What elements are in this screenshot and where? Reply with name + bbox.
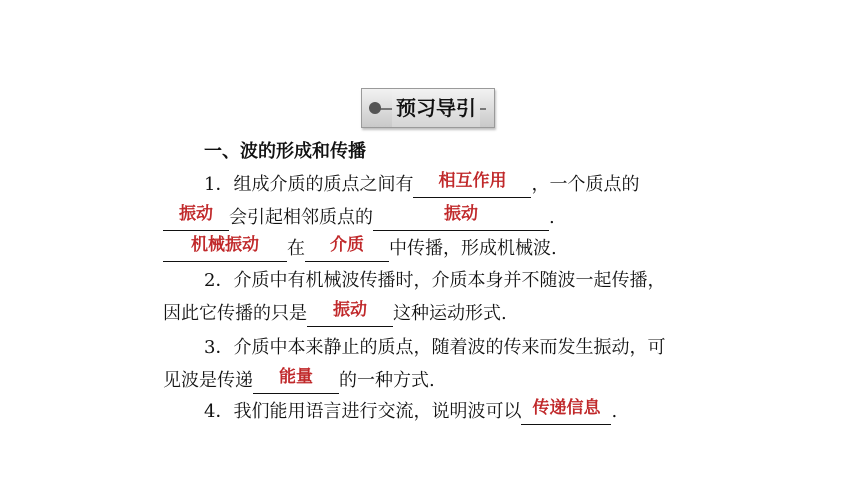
answer-text: 机械振动 xyxy=(191,235,259,255)
answer-text: 振动 xyxy=(179,204,213,224)
item1-text: 在 xyxy=(287,238,305,259)
badge-title: 预习导引 xyxy=(392,89,480,127)
item3-text: 的一种方式. xyxy=(339,370,435,391)
answer-blank xyxy=(373,204,549,231)
answer-text: 传递信息 xyxy=(532,398,601,418)
item3-text: 见波是传递 xyxy=(163,370,253,391)
answer-blank xyxy=(521,398,611,425)
item3-line2 xyxy=(163,368,435,394)
answer-text: 介质 xyxy=(330,235,364,255)
answer-blank xyxy=(305,235,389,262)
answer-blank xyxy=(307,300,393,327)
answer-blank xyxy=(163,204,229,231)
item2-text: 这种运动形式. xyxy=(393,303,507,324)
answer-blank xyxy=(253,367,339,394)
answer-text: 能量 xyxy=(279,367,313,387)
item1-line2 xyxy=(163,205,555,231)
answer-text: 相互作用 xyxy=(438,171,507,191)
item1-text: 1．组成介质的质点之间有 xyxy=(204,174,414,195)
item1-line1 xyxy=(204,172,639,198)
item1-text: ，一个质点的 xyxy=(531,174,640,195)
item1-text: . xyxy=(549,207,555,228)
item1-line3 xyxy=(163,236,557,262)
item4-text: 4．我们能用语言进行交流，说明波可以 xyxy=(204,401,522,422)
answer-text: 振动 xyxy=(444,204,478,224)
item2-line1: 2．介质中有机械波传播时，介质本身并不随波一起传播， xyxy=(204,270,666,291)
section-heading: 一、波的形成和传播 xyxy=(204,141,366,162)
answer-blank xyxy=(413,171,531,198)
item2-text: 因此它传播的只是 xyxy=(163,303,307,324)
answer-blank xyxy=(163,235,287,262)
section-badge xyxy=(361,88,495,128)
item4-line1 xyxy=(204,399,617,425)
item1-text: 中传播，形成机械波. xyxy=(389,238,557,259)
item2-line2 xyxy=(163,301,507,327)
answer-text: 振动 xyxy=(333,300,367,320)
item4-text: . xyxy=(611,401,618,422)
item3-line1: 3．介质中本来静止的质点，随着波的传来而发生振动，可 xyxy=(204,337,666,358)
badge-dot-icon xyxy=(369,102,381,114)
item1-text: 会引起相邻质点的 xyxy=(229,207,373,228)
